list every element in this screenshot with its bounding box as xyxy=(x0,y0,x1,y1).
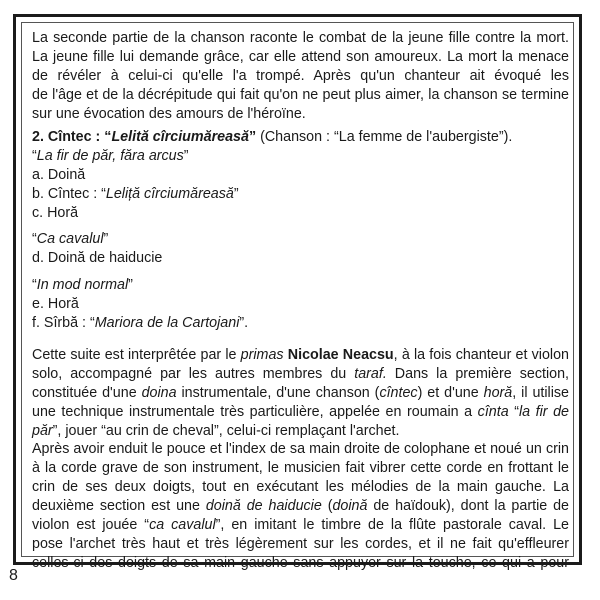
text-run: La jeune fille lui demande grâce, car elle attend son amoureux. La mort la menace xyxy=(32,48,569,65)
text-line xyxy=(32,403,569,422)
text-line xyxy=(32,67,569,86)
italic-text-run: Ca cavalul xyxy=(36,231,104,247)
text-line xyxy=(32,422,569,441)
text-line xyxy=(32,230,569,249)
text-run: ” xyxy=(233,185,239,202)
text-run: f. Sîrbă : “ xyxy=(32,314,95,331)
text-line xyxy=(32,365,569,384)
italic-text-run: In mod normal xyxy=(36,277,129,293)
text-line xyxy=(32,516,569,535)
text-line xyxy=(32,314,569,333)
italic-text-run: horă xyxy=(483,384,513,401)
text-line xyxy=(32,128,569,147)
text-line xyxy=(32,535,569,554)
page-number: 8 xyxy=(9,567,18,584)
italic-text-run: taraf. xyxy=(354,365,387,382)
text-run: b. Cîntec : “ xyxy=(32,185,106,202)
italic-text-run: doină xyxy=(332,498,368,515)
bold-text-run: ” xyxy=(248,129,257,145)
text-run: Dans la première section, xyxy=(386,365,569,382)
text-run: La seconde partie de la chanson raconte le combat de la jeune fille contre la mort. xyxy=(32,30,569,46)
text-run: une technique instrumentale très particulière, appelée en roumain a xyxy=(32,403,478,420)
text-run: ”, en imitant le timbre de la flûte pastorale caval. Le xyxy=(215,517,569,534)
text-run: (Chanson : “La femme de l'aubergiste”). xyxy=(256,129,513,145)
text-run: , à la fois chanteur et violon xyxy=(393,347,569,363)
text-run: ) et d'une xyxy=(417,384,484,401)
text-line xyxy=(32,497,569,516)
italic-text-run: cînta xyxy=(477,403,509,420)
text-run: pose l'archet très haut et très légèrement sur les cordes, et il ne fait qu'effleurer xyxy=(32,535,569,552)
text-run: de révéler à celui-ci qu'elle l'a trompé. Après qu'un chanteur ait évoqué les xyxy=(32,67,569,84)
text-run: “ xyxy=(32,277,37,293)
text-run: de l'âge et de la décrépitude qui fait qu'on ne peut plus aimer, la chanson se termine xyxy=(32,86,569,103)
italic-text-run: primas xyxy=(240,347,284,363)
text-line xyxy=(32,204,569,223)
text-run: à la corde grave de son instrument, le musicien fait vibrer cette corde en frottant le xyxy=(32,460,569,477)
track-list-in-mod-normal xyxy=(32,276,569,333)
track-list-ca-cavalul xyxy=(32,230,569,268)
text-run: deuxième section est une xyxy=(32,498,206,515)
text-line xyxy=(32,295,569,314)
text-run: ” xyxy=(183,147,189,164)
text-line xyxy=(32,86,569,105)
text-run: constituée d'une xyxy=(32,384,142,401)
track-list-heading xyxy=(32,128,569,222)
text-run: , il utilise xyxy=(512,384,569,401)
text-run: c. Horă xyxy=(32,204,79,221)
italic-text-run: doina xyxy=(141,384,177,401)
text-run: “ xyxy=(32,231,37,247)
text-run: “ xyxy=(508,403,519,420)
paragraph-performance-notes xyxy=(32,346,569,573)
text-run: ” xyxy=(128,277,133,293)
text-run: de haïdouk), dont la partie de xyxy=(367,498,569,515)
text-line xyxy=(32,459,569,478)
text-run: Cette suite est interprêtée par le xyxy=(32,347,241,363)
text-line xyxy=(32,384,569,403)
bold-text-run: Nicolae Neacsu xyxy=(287,347,394,363)
text-run: Après avoir enduit le pouce et l'index de sa main droite de colophane et noué un crin xyxy=(32,441,569,458)
italic-text-run: ca cavalul xyxy=(149,517,216,534)
text-line xyxy=(32,346,569,365)
italic-text-run: păr xyxy=(32,422,53,439)
text-run: ( xyxy=(321,498,333,515)
text-line xyxy=(32,276,569,295)
text-run: solo, accompagné par les autres membres du xyxy=(32,365,355,382)
text-run: violon est jouée “ xyxy=(32,517,150,534)
italic-text-run: Mariora de la Cartojani xyxy=(94,314,240,331)
text-run: celles-ci des doigts de sa main gauche sans appuyer sur la touche, ce qui a pour xyxy=(32,554,569,571)
text-line xyxy=(32,249,569,268)
text-run: instrumentale, d'une chanson ( xyxy=(176,384,380,401)
paragraph-song-summary xyxy=(32,29,569,123)
text-run: e. Horă xyxy=(32,295,79,312)
text-line xyxy=(32,185,569,204)
italic-text-run: La fir de păr, făra arcus xyxy=(36,147,184,164)
italic-text-run: la fir de xyxy=(518,403,569,420)
text-line xyxy=(32,48,569,67)
italic-text-run: doină de haiducie xyxy=(205,498,322,515)
text-line xyxy=(32,478,569,497)
text-line xyxy=(32,166,569,185)
text-run: crin de ses deux doigts, tout en exécutant les mélodies de la main gauche. La xyxy=(32,479,569,496)
bold-text-run: 2. Cîntec : “ xyxy=(32,129,112,145)
text-line xyxy=(32,440,569,459)
text-line xyxy=(32,29,569,48)
text-line xyxy=(32,554,569,573)
text-run: sur une évocation des amours de l'héroïne. xyxy=(32,105,306,122)
text-run: ”, jouer “au crin de cheval”, celui-ci remplaçant l'archet. xyxy=(52,422,400,439)
text-run: ” xyxy=(103,231,109,247)
italic-text-run: cîntec xyxy=(379,384,418,401)
text-line xyxy=(32,105,569,124)
text-run: a. Doină xyxy=(32,166,86,183)
italic-text-run: Leliță cîrciumăreasă xyxy=(105,185,234,202)
text-run: “ xyxy=(32,147,37,164)
text-line xyxy=(32,147,569,166)
text-run: d. Doină de haiducie xyxy=(32,249,163,266)
bold-text-run: Lelită cîrciumăreasă xyxy=(111,129,249,145)
text-run: ”. xyxy=(239,314,249,331)
